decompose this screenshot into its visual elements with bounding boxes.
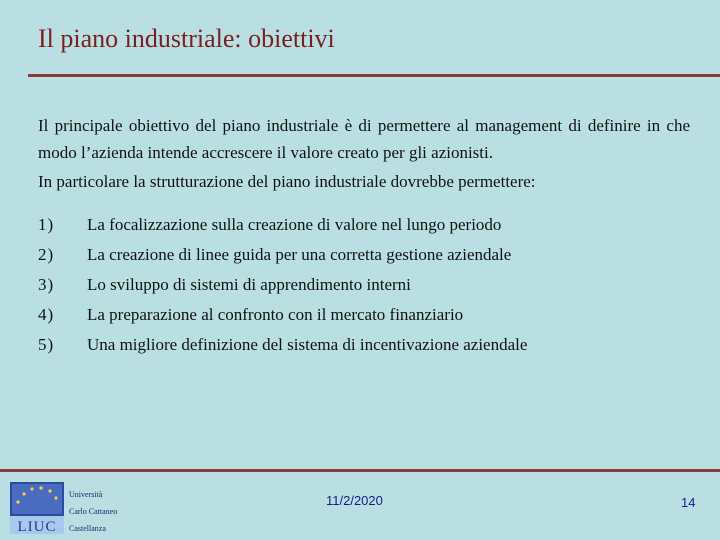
list-item-number: 3) [38, 275, 55, 294]
page-number: 14 [681, 495, 696, 510]
title-divider [28, 74, 720, 77]
objectives-list [38, 210, 698, 360]
list-item-number: 1) [38, 215, 55, 234]
list-item-text: Lo sviluppo di sistemi di apprendimento interni [87, 275, 411, 294]
university-line: Castellanza [69, 524, 106, 533]
intro-paragraph: Il principale obiettivo del piano industriale è di permettere al management di definire in che modo l’azienda intende accrescere il valore creato per gli azionisti. [38, 116, 690, 162]
university-name [69, 486, 117, 537]
list-item-text: Una migliore definizione del sistema di incentivazione aziendale [87, 335, 528, 354]
slide-title: Il piano industriale: obiettivi [38, 24, 335, 53]
list-item [38, 210, 698, 240]
intro-paragraph-2: In particolare la strutturazione del piano industriale dovrebbe permettere: [38, 172, 536, 191]
list-item-text: La preparazione al confronto con il mercato finanziario [87, 305, 464, 324]
footer-divider [0, 469, 720, 472]
list-item-number: 4) [38, 305, 55, 324]
university-line: Università [69, 490, 103, 499]
list-item-number: 5) [38, 335, 55, 354]
slide-date: 11/2/2020 [326, 493, 383, 508]
list-item [38, 270, 698, 300]
list-item-text: La creazione di linee guida per una corretta gestione aziendale [87, 245, 512, 264]
svg-text:LIUC: LIUC [17, 519, 57, 534]
university-line: Carlo Cattaneo [69, 507, 118, 516]
list-item [38, 300, 698, 330]
list-item-number: 2) [38, 245, 55, 264]
list-item [38, 330, 698, 360]
list-item [38, 240, 698, 270]
list-item-text: La focalizzazione sulla creazione di valore nel lungo periodo [87, 215, 502, 234]
liuc-logo-icon [10, 482, 64, 534]
